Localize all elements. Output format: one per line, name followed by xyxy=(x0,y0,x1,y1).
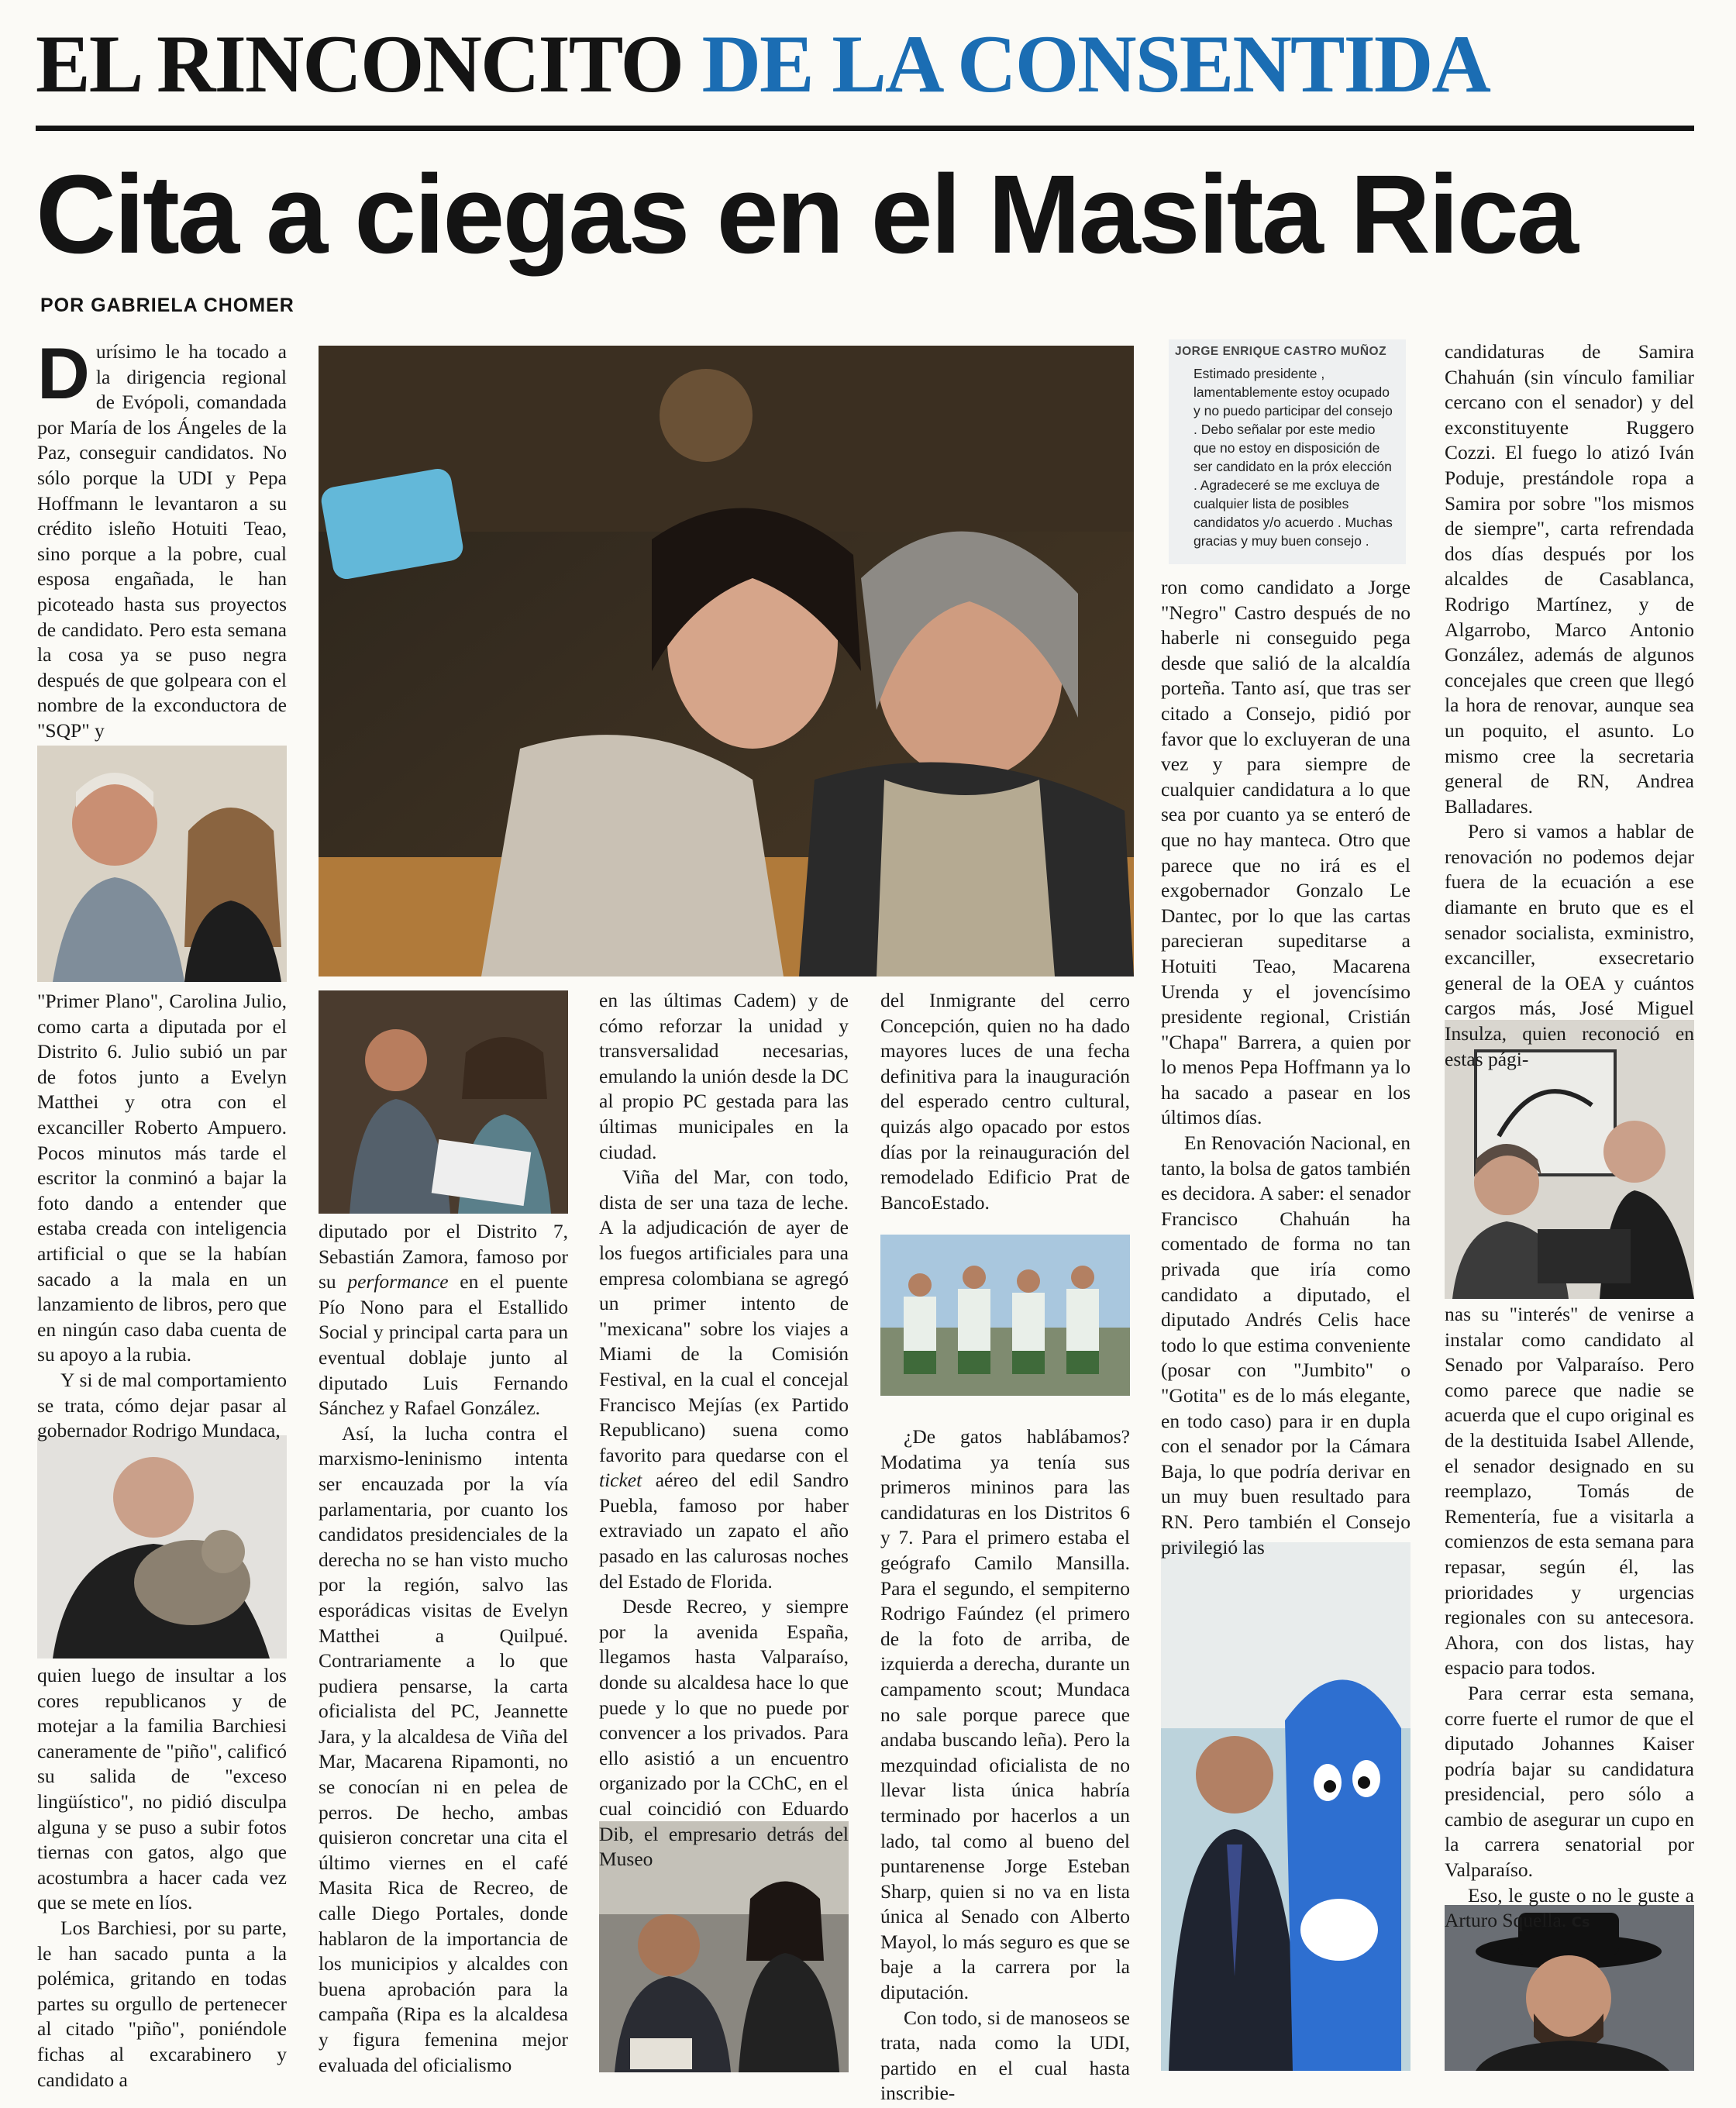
drop-cap: D xyxy=(37,332,90,414)
header-title-part1: EL RINCONCITO xyxy=(36,19,683,109)
photo-celis-mascot xyxy=(1161,1542,1410,2071)
column-1-middle xyxy=(37,989,287,1444)
photo-scouts xyxy=(880,1235,1130,1396)
section-header xyxy=(36,19,1694,109)
paragraph: del Inmigrante del cerro Concepción, quien no ha dado mayores luces de una fecha definitiva para la inauguración del esperado centro cultural, quizás algo opacado por estos días por la reinauguración del remodelado Edificio Prat de BancoEstado. xyxy=(880,989,1130,1214)
paragraph: Y si de mal comportamiento se trata, cómo dejar pasar al gobernador Rodrigo Mundaca, xyxy=(37,1368,287,1442)
photo-mundaca-cat xyxy=(37,1435,287,1658)
column-1-bottom xyxy=(37,1663,287,2092)
header-rule xyxy=(36,126,1694,131)
headline: Cita a ciegas en el Masita Rica xyxy=(36,152,1576,277)
paragraph: "Primer Plano", Carolina Julio, como carta a diputada por el Distrito 6. Julio subió un par de fotos junto a Evelyn Matthei y otra con el excanciller Roberto Ampuero. Pocos minutos más tarde el escritor la conminó a bajar la foto dando a entender que estaba creada con inteligencia artificial o que se la habían sacado a la mala en un lanzamiento de libros, pero que en ningún caso daba cuenta de su apoyo a la rubia. xyxy=(37,990,287,1366)
paragraph: Pero si vamos a hablar de renovación no podemos dejar fuera de la ecuación a ese diamante en bruto que es el senador socialista, exministro, excanciller, exsecretario general de la OEA y cuántos cargos más, José Miguel Insulza, quien reconoció en estas pági- xyxy=(1445,820,1694,1070)
paragraph: Con todo, si de manoseos se trata, nada como la UDI, partido en el cual hasta inscribie- xyxy=(880,2006,1130,2105)
paragraph: en el puente Pío Nono para el Estallido Social y principal carta para un eventual doblaje junto al diputado Luis Fernando Sánchez y Rafael González. xyxy=(319,1270,568,1420)
paragraph: diputado por el Distrito 7, Sebastián Zamora, famoso por su xyxy=(319,1220,568,1293)
paragraph: Así, la lucha contra el marxismo-leninismo intenta ser encauzada por la vía parlamentaria, por cuanto los candidatos presidenciales de la derecha no se han visto mucho por la región, salvo las esporádicas visitas de Evelyn Matthei a Quilpué. Contrariamente a lo que pudiera pensarse, la carta oficialista del PC, Jeannette Jara, y la alcaldesa de Viña del Mar, Macarena Ripamonti, no se conocían ni en pelea de perros. De hecho, ambas quisieron concretar una cita el último viernes en el café Masita Rica de Recreo, de calle Diego Portales, donde hablaron de la importancia de los municipios y alcaldes con buena aprobación para la campaña (Ripa es la alcaldesa y figura femenina mejor evaluada del oficialismo xyxy=(319,1421,568,2076)
column-4-bottom xyxy=(880,1424,1130,2106)
quote-text: Estimado presidente , lamentablemente estoy ocupado y no puedo participar del consejo . Debo señalar por este medio que no estoy en disposición de ser candidato en la próx elección . Agradeceré se me excluya de cualquier lista de posibles candidatos y/o acuerdo . Muchas gracias y muy buen consejo . xyxy=(1194,366,1393,549)
column-3 xyxy=(599,988,849,1872)
paragraph: nas su "interés" de venirse a instalar como candidato al Senado por Valparaíso. Pero como parece que nadie se acuerda que el cupo original es de la destituida Isabel Allende, el senador designado en su reemplazo, Tomás de Rementería, fue a visitarla a comienzos de esta semana para repasar, según él, las prioridades y urgencias regionales con su antecesora. Ahora, con dos listas, hay espacio para todos. xyxy=(1445,1303,1694,1679)
paragraph: en las últimas Cadem) y de cómo reforzar la unidad y transversalidad necesarias, emulando la unión desde la DC al propio PC gestada para las últimas municipales en la ciudad. xyxy=(599,989,849,1163)
column-1-top xyxy=(37,332,287,744)
italic-word: performance xyxy=(347,1270,449,1293)
column-6-bottom xyxy=(1445,1302,1694,1936)
paragraph: candidaturas de Samira Chahuán (sin vínculo familiar cercano con el senador) y del exconstituyente Ruggero Cozzi. El fuego lo atizó Iván Poduje, prestándole ropa a Samira por sobre "los mismos de siempre", carta refrendada dos días después por los alcaldes de Casablanca, Rodrigo Martínez, y de Algarrobo, Marco Antonio González, además de algunos concejales que creen que llegó la hora de renovar, aunque sea un poquito, el asunto. Lo mismo cree la secretaria general de RN, Andrea Balladares. xyxy=(1445,340,1694,818)
photo-carolina-julio xyxy=(37,746,287,982)
paragraph: Para cerrar esta semana, corre fuerte el rumor de que el diputado Johannes Kaiser podría bajar su candidatura presidencial, pero sólo a cambio de asegurar un cupo en la carrera senatorial por Valparaíso. xyxy=(1445,1681,1694,1882)
column-6-top xyxy=(1445,339,1694,1072)
quote-box xyxy=(1169,339,1406,564)
paragraph: Desde Recreo, y siempre por la avenida España, llegamos hasta Valparaíso, donde su alcaldesa hace lo que puede y lo que no puede por convencer a los privados. Para ello asistió a un encuentro organizado por la CChC, en el cual coincidió con Eduardo Dib, el empresario detrás del Museo xyxy=(599,1595,849,1871)
italic-word: ticket xyxy=(599,1469,642,1492)
column-4-top xyxy=(880,988,1130,1215)
quote-author: JORGE ENRIQUE CASTRO MUÑOZ xyxy=(1175,345,1387,358)
paragraph: aéreo del edil Sandro Puebla, famoso por haber extraviado un zapato el año pasado en las calurosas noches del Estado de Florida. xyxy=(599,1469,849,1593)
paragraph: quien luego de insultar a los cores republicanos y de motejar a la familia Barchiesi caneramente de "piño", calificó su salida de "exceso lingüístico", no pidió disculpa alguna y se puso a subir fotos tiernas con gatos, algo que acostumbra a hacer cada vez que se mete en líos. xyxy=(37,1664,287,1914)
main-photo-selfie xyxy=(319,346,1134,976)
photo-zamora-matthei xyxy=(319,990,568,1214)
paragraph: En Renovación Nacional, en tanto, la bolsa de gatos también es decidora. A saber: el senador Francisco Chahuán ha comentado de forma no tan privada que iría como candidato a diputado, el diputado Andrés Celis hace todo lo que estima conveniente (posar con "Jumbito" o "Gotita" es de lo más elegante, en todo caso) para ir en dupla con el senador por la Cámara Baja, lo que podría derivar en un muy buen resultado para RN. Pero también el Consejo privilegió las xyxy=(1161,1132,1410,1559)
header-title-part2: DE LA CONSENTIDA xyxy=(701,19,1490,109)
byline: POR GABRIELA CHOMER xyxy=(40,294,294,316)
column-5 xyxy=(1161,575,1410,1560)
paragraph: ¿De gatos hablábamos? Modatima ya tenía sus primeros mininos para las candidaturas en los Distritos 6 y 7. Para el primero estaba el geógrafo Camilo Mansilla. Para el segundo, el sempiterno Rodrigo Faúndez (el primero de la foto de arriba, de izquierda a derecha, durante un campamento scout; Mundaca no sale porque parece que andaba buscando leña). Pero la mezquindad oficialista de no llevar lista única habría terminado por hacerlos a un lado, tal como al bueno del puntarenense Jorge Esteban Sharp, quien si no va en lista única al Senado con Alberto Mayol, lo más seguro es que se baje a la carrera por la diputación. xyxy=(880,1425,1130,2004)
paragraph: urísimo le ha tocado a la dirigencia regional de Evópoli, comandada por María de los Ángeles de la Paz, conseguir candidatos. No sólo porque la UDI y Pepa Hoffmann le levantaron a su crédito isleño Hotuiti Teao, sino porque a la pobre, cual esposa engañada, le han picoteado hasta sus proyectos de candidato. Pero esta semana la cosa ya se puso negra después de que golpeara con el nombre de la exconductora de "SQP" y xyxy=(37,340,287,742)
paragraph: Viña del Mar, con todo, dista de ser una taza de leche. A la adjudicación de ayer de los fuegos artificiales para una empresa colombiana se agregó un primer intento de "mexicana" sobre los viajes a Miami de la Comisión Festival, en la cual el concejal Francisco Mejías (ex Partido Republicano) suena como favorito para quedarse con el xyxy=(599,1166,849,1466)
paragraph: Eso, le guste o no le guste a Arturo Squella. xyxy=(1445,1883,1694,1932)
column-2 xyxy=(319,1219,568,2078)
paragraph: Los Barchiesi, por su parte, le han sacado punta a la polémica, gritando en todas partes su orgullo de pertenecer al citado "piño", poniéndole fichas al excarabinero y candidato a xyxy=(37,1916,287,2091)
author-signature: Cs xyxy=(1571,1914,1590,1931)
paragraph: ron como candidato a Jorge "Negro" Castro después de no haberle ni conseguido pega desde que salió de la alcaldía porteña. Tanto así, que tras ser citado a Consejo, pidió por favor que lo excluyeran de una vez y para siempre de cualquier candidatura a lo que sea por cuanto ya se enteró de que no hay manteca. Otro que parece que no irá es el exgobernador Gonzalo Le Dantec, por lo que las cartas parecieran supeditarse a Hotuiti Teao, Macarena Urenda y el jovencísimo presidente regional, Cristián "Chapa" Barrera, a quien por lo menos Pepa Hoffmann ya lo ha sacado a pasear en los últimos días. xyxy=(1161,576,1410,1129)
